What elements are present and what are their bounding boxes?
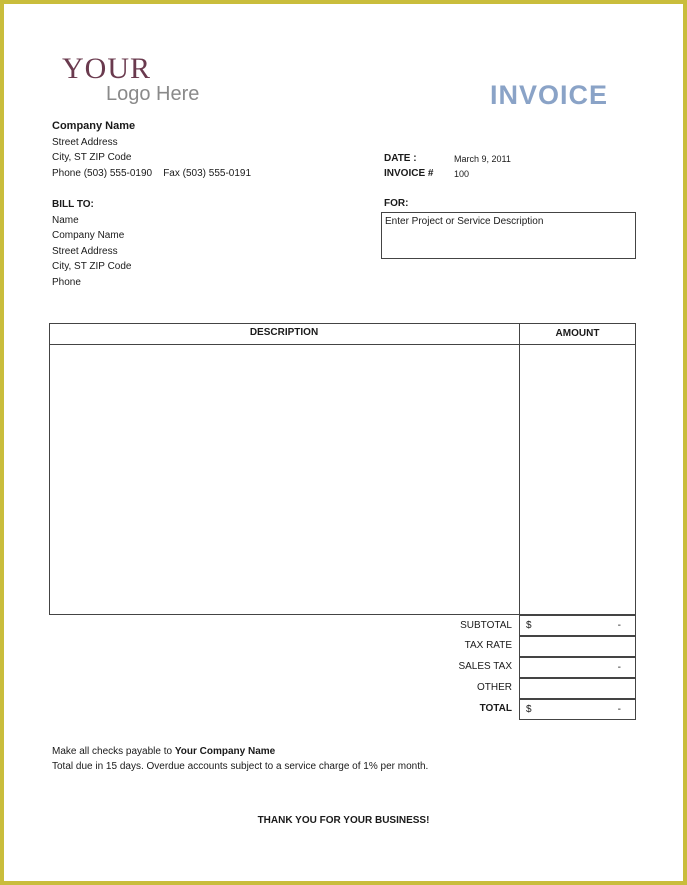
bill-to-label: BILL TO: (52, 199, 94, 210)
total-currency: $ (526, 704, 532, 715)
bill-to-name[interactable]: Name (52, 215, 79, 226)
project-description-box[interactable] (381, 212, 636, 259)
payment-terms: Total due in 15 days. Overdue accounts subject to a service charge of 1% per month. (52, 761, 429, 772)
description-cell-area[interactable] (50, 345, 519, 614)
invoice-number-value[interactable]: 100 (454, 169, 470, 179)
amount-cell-area[interactable] (520, 345, 635, 614)
sales-tax-value: - (617, 662, 621, 673)
amount-column-header: AMOUNT (555, 328, 600, 339)
bill-to-city[interactable]: City, ST ZIP Code (52, 261, 132, 272)
payable-prefix: Make all checks payable to (52, 746, 175, 757)
subtotal-cell[interactable] (519, 615, 636, 636)
date-value[interactable]: March 9, 2011 (454, 154, 511, 164)
invoice-title: INVOICE (490, 80, 609, 110)
bill-to-phone[interactable]: Phone (52, 277, 81, 288)
other-cell[interactable] (519, 678, 636, 699)
total-label: TOTAL (479, 703, 512, 714)
logo-secondary-text: Logo Here (106, 83, 200, 105)
total-cell[interactable] (519, 699, 636, 720)
thank-you-message: THANK YOU FOR YOUR BUSINESS! (257, 815, 430, 826)
tax-rate-cell[interactable] (519, 636, 636, 657)
company-name: Company Name (52, 120, 136, 132)
company-city: City, ST ZIP Code (52, 152, 132, 163)
invoice-number-label: INVOICE # (384, 168, 434, 179)
bill-to-street[interactable]: Street Address (52, 246, 118, 257)
logo-primary-text: YOUR (62, 52, 152, 85)
subtotal-value: - (617, 620, 621, 631)
subtotal-currency: $ (526, 620, 532, 631)
project-description-text: Enter Project or Service Description (385, 216, 544, 227)
company-street: Street Address (52, 137, 118, 148)
sales-tax-label: SALES TAX (458, 661, 512, 672)
tax-rate-label: TAX RATE (464, 640, 512, 651)
payable-company-name: Your Company Name (174, 746, 276, 757)
sales-tax-cell[interactable] (519, 657, 636, 678)
bill-to-company[interactable]: Company Name (52, 230, 125, 241)
subtotal-label: SUBTOTAL (460, 620, 512, 631)
other-label: OTHER (477, 682, 512, 693)
description-column-header: DESCRIPTION (249, 327, 319, 338)
company-phone-fax: Phone (503) 555-0190 Fax (503) 555-0191 (52, 168, 252, 179)
total-value: - (617, 704, 621, 715)
payable-note (52, 746, 275, 757)
for-label: FOR: (384, 198, 409, 209)
date-label: DATE : (384, 153, 417, 164)
